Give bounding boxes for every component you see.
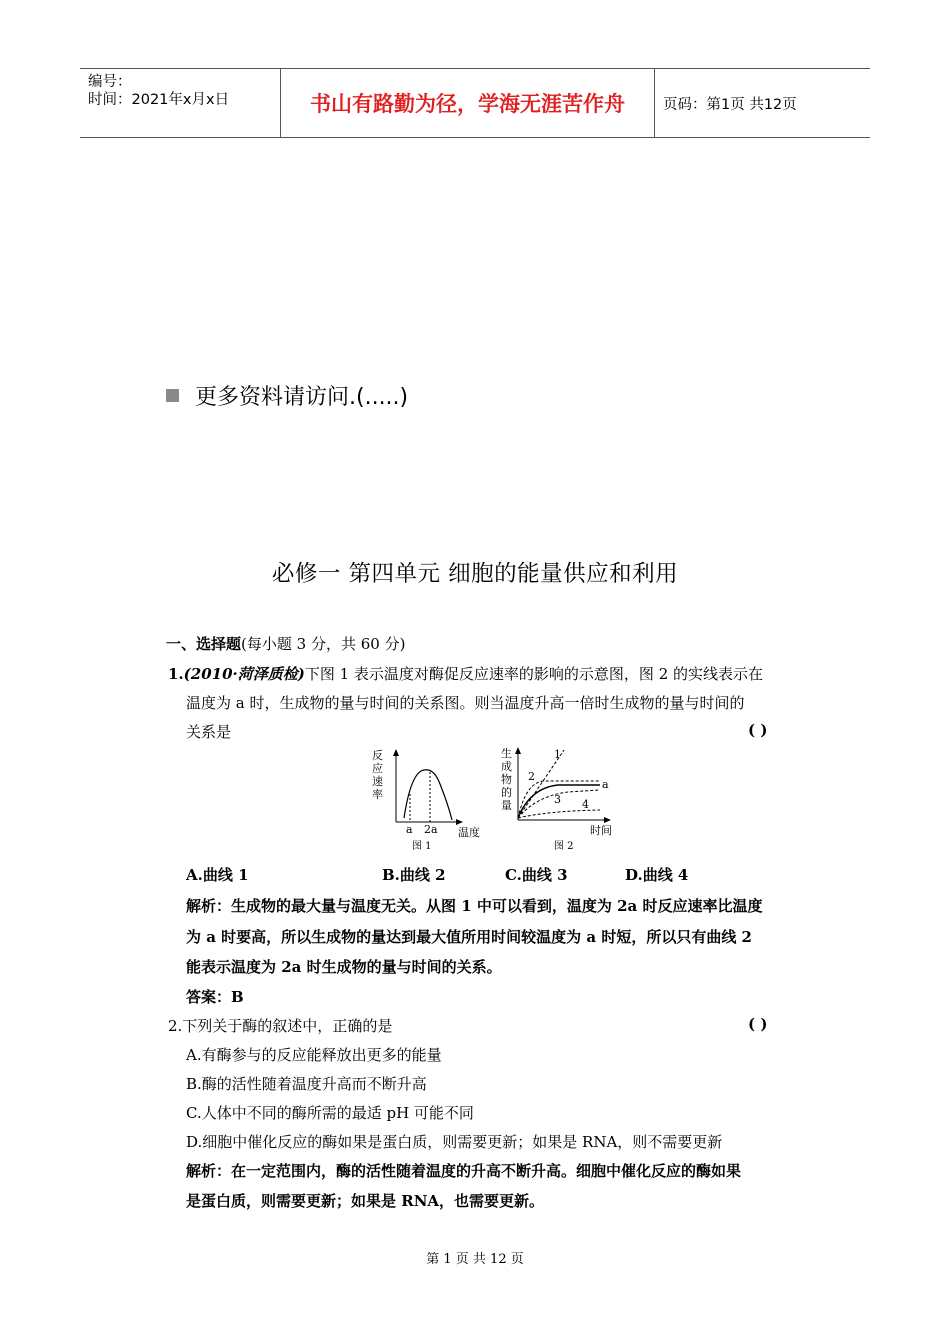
q1-line1 <box>168 663 763 684</box>
fig1-ylabel-1: 应 <box>372 762 383 775</box>
q2-stem: 2.下列关于酶的叙述中，正确的是 <box>168 1017 393 1035</box>
header-time: 时间：2021年x月x日 <box>88 92 230 108</box>
q1-answer: 答案：B <box>186 988 244 1006</box>
header-meta <box>80 69 280 137</box>
q1-figures <box>368 744 628 856</box>
q1-analysis-line2: 为 a 时要高，所以生成物的量达到最大值所用时间较温度为 a 时短，所以只有曲线 2 <box>186 928 752 946</box>
fig2-y-arrow-icon <box>515 747 521 754</box>
q1-number: 1. <box>168 665 184 683</box>
fig2-ylabel-0: 生 <box>501 747 512 760</box>
fig2-ylabel-2: 物 <box>501 773 512 786</box>
q2-option-b: B.酶的活性随着温度升高而不断升高 <box>186 1075 427 1093</box>
fig2-curve-4 <box>518 810 600 818</box>
q2-analysis-line2: 是蛋白质，则需要更新；如果是 RNA，也需要更新。 <box>186 1192 545 1210</box>
q1-option-a: A.曲线 1 <box>186 866 249 884</box>
q1-stem-line2: 温度为 a 时，生成物的量与时间的关系图。则当温度升高一倍时生成物的量与时间的 <box>186 694 745 712</box>
fig2-ylabel-3: 的 <box>501 786 512 799</box>
fig2-caption: 图 2 <box>554 841 574 852</box>
header-number: 编号： <box>88 74 132 90</box>
q1-answer-paren: ( ) <box>748 721 768 739</box>
figure-2 <box>501 746 612 852</box>
promo-text: 更多资料请访问.(.....) <box>195 385 409 410</box>
figure-1 <box>372 749 480 852</box>
q2-analysis-line1: 解析：在一定范围内，酶的活性随着温度的升高不断升高。细胞中催化反应的酶如果 <box>186 1162 742 1180</box>
q1-source: (2010·菏泽质检) <box>183 665 305 683</box>
section-heading <box>166 633 405 654</box>
header-divider <box>654 69 655 137</box>
q1-analysis-line3: 能表示温度为 2a 时生成物的量与时间的关系。 <box>186 958 502 976</box>
q2-answer-paren: ( ) <box>748 1015 768 1033</box>
fig1-y-arrow-icon <box>393 749 399 756</box>
fig1-ylabel-2: 速 <box>372 775 383 788</box>
q1-analysis-line1: 解析：生成物的最大量与温度无关。从图 1 中可以看到，温度为 2a 时反应速率比温度 <box>186 897 763 915</box>
section-heading-note: (每小题 3 分，共 60 分) <box>241 635 406 653</box>
q1-option-b: B.曲线 2 <box>382 866 446 884</box>
q1-stem-line3: 关系是 <box>186 723 232 741</box>
q2-option-d: D.细胞中催化反应的酶如果是蛋白质，则需要更新；如果是 RNA，则不需要更新 <box>186 1133 723 1151</box>
fig2-xlabel: 时间 <box>590 824 612 837</box>
fig2-label-3: 3 <box>554 793 561 806</box>
header-motto: 书山有路勤为径，学海无涯苦作舟 <box>310 92 625 116</box>
fig2-label-4: 4 <box>582 798 589 811</box>
fig1-curve <box>404 770 452 820</box>
q2-option-a: A.有酶参与的反应能释放出更多的能量 <box>186 1046 442 1064</box>
square-bullet-icon <box>166 389 179 402</box>
fig1-tick-2a: 2a <box>424 823 438 836</box>
fig1-ylabel-0: 反 <box>372 749 383 762</box>
q1-option-d: D.曲线 4 <box>625 866 689 884</box>
document-title: 必修一 第四单元 细胞的能量供应和利用 <box>271 561 679 587</box>
page-footer: 第 1 页 共 12 页 <box>426 1252 524 1267</box>
fig1-x-arrow-icon <box>456 819 463 825</box>
fig2-label-a: a <box>602 778 609 791</box>
q1-option-c: C.曲线 3 <box>505 866 568 884</box>
fig2-label-1: 1 <box>554 748 561 761</box>
section-heading-label: 一、选择题 <box>166 635 242 653</box>
fig1-tick-a: a <box>406 823 413 836</box>
fig1-caption: 图 1 <box>412 841 432 852</box>
fig2-ylabel-4: 量 <box>501 799 512 812</box>
fig1-ylabel-3: 率 <box>372 788 383 801</box>
q2-option-c: C.人体中不同的酶所需的最适 pH 可能不同 <box>186 1104 474 1122</box>
page-header <box>80 68 870 138</box>
fig1-xlabel: 温度 <box>458 826 480 839</box>
fig2-ylabel-1: 成 <box>501 760 512 773</box>
fig2-label-2: 2 <box>528 770 535 783</box>
fig2-x-arrow-icon <box>604 817 611 823</box>
promo-line <box>166 380 408 411</box>
header-page-info: 页码：第1页 共12页 <box>663 96 797 113</box>
q1-stem-line1: 下图 1 表示温度对酶促反应速率的影响的示意图，图 2 的实线表示在 <box>304 665 764 683</box>
